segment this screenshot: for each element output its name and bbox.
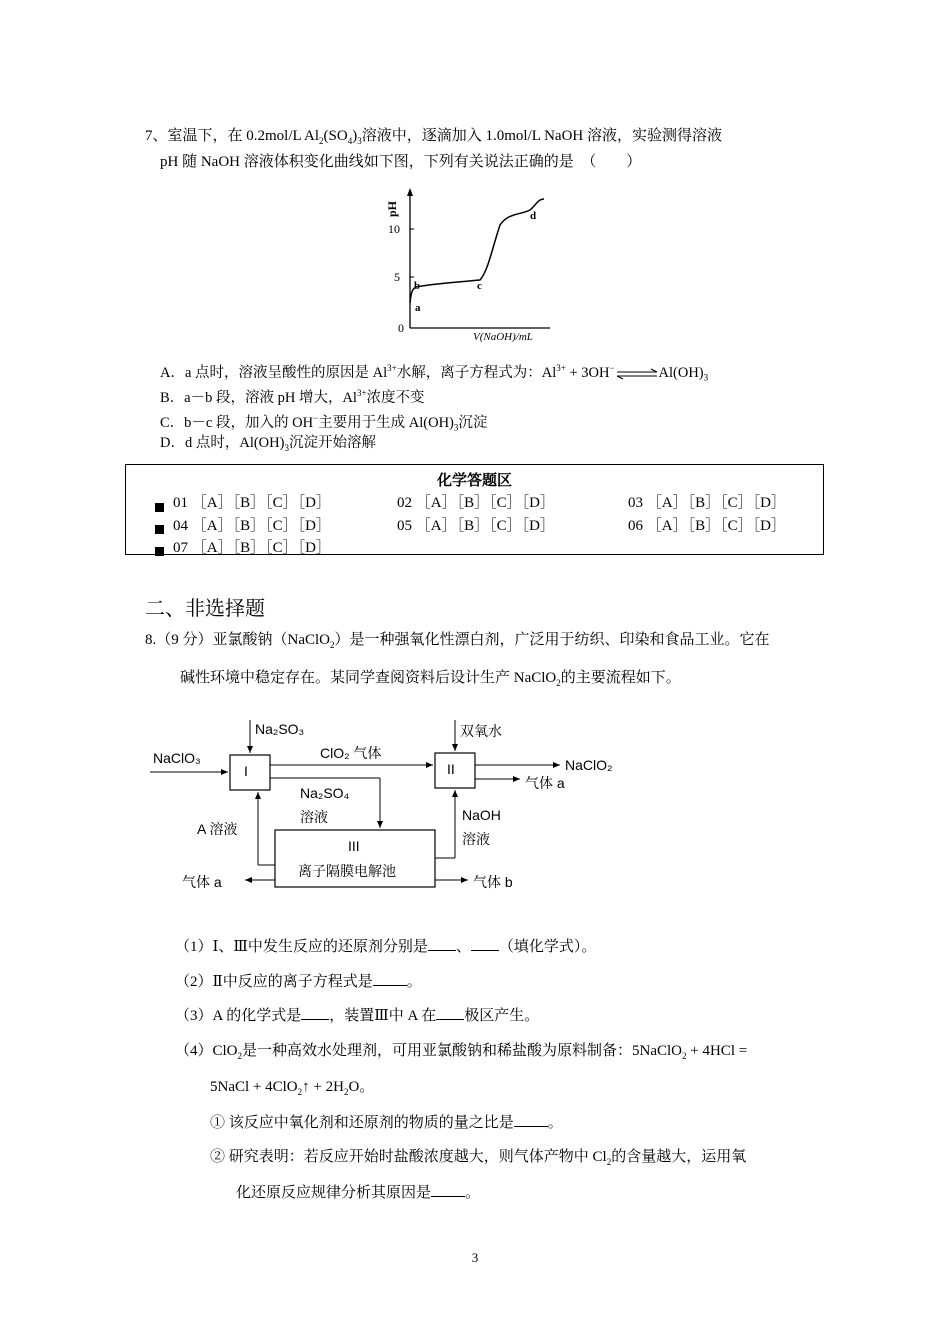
sync-mark-icon xyxy=(155,547,164,556)
xlabel: V(NaOH)/mL xyxy=(473,331,533,343)
label-gas-a-left: 气体 a xyxy=(182,874,222,890)
answer-sheet xyxy=(125,464,824,555)
sync-mark-icon xyxy=(155,525,164,534)
label-na2so3: Na₂SO₃ xyxy=(255,721,305,737)
q8-sub1: （1）Ⅰ、Ⅲ中发生反应的还原剂分别是 、 （填化学式）。 xyxy=(175,935,596,956)
q8-sub4-1: ① 该反应中氧化剂和还原剂的物质的量之比是 。 xyxy=(210,1111,563,1132)
answer-q04[interactable]: 04 ［A］［B］［C］［D］ xyxy=(173,518,331,534)
label-naclo3: NaClO₃ xyxy=(153,750,201,766)
answer-sheet-title: 化学答题区 xyxy=(436,472,512,489)
q8-line2: 碱性环境中稳定存在。某同学查阅资料后设计生产 NaClO$_2$的主要流程如下。 xyxy=(180,670,681,688)
ytick-0: 0 xyxy=(398,321,404,335)
point-d: d xyxy=(530,210,537,222)
answer-q07[interactable]: 07 ［A］［B］［C］［D］ xyxy=(173,540,331,556)
label-naoh: NaOH xyxy=(462,807,501,823)
answer-q06[interactable]: 06 ［A］［B］［C］［D］ xyxy=(628,518,786,534)
answer-blank[interactable] xyxy=(373,971,407,986)
answer-blank[interactable] xyxy=(428,936,456,951)
flowchart-lines xyxy=(150,715,670,900)
ytick-5: 5 xyxy=(394,270,400,284)
answer-q05[interactable]: 05 ［A］［B］［C］［D］ xyxy=(397,518,555,534)
answer-q01[interactable]: 01 ［A］［B］［C］［D］ xyxy=(173,495,331,511)
box-iii-name: 离子隔膜电解池 xyxy=(298,863,396,879)
point-a: a xyxy=(415,302,421,314)
q8-sub4-2-line2: 化还原反应规律分析其原因是 。 xyxy=(236,1181,480,1202)
label-na2so4: Na₂SO₄ xyxy=(300,785,350,801)
answer-blank[interactable] xyxy=(514,1112,548,1127)
answer-q02[interactable]: 02 ［A］［B］［C］［D］ xyxy=(397,495,555,511)
answer-blank[interactable] xyxy=(436,1005,464,1020)
point-c: c xyxy=(477,280,482,292)
answer-q03[interactable]: 03 ［A］［B］［C］［D］ xyxy=(628,495,786,511)
q8-sub4-equation: 5NaCl + 4ClO$_2$↑ + $2H_2O$。 xyxy=(210,1079,375,1097)
q7-line2: pH 随 NaOH 溶液体积变化曲线如下图，下列有关说法正确的是 （ ） xyxy=(160,154,642,170)
q8-sub3: （3）A 的化学式是 ，装置Ⅲ中 A 在 极区产生。 xyxy=(175,1004,539,1025)
ylabel: pH xyxy=(385,200,399,217)
label-clo2: ClO₂ 气体 xyxy=(320,745,382,761)
q8-sub4: （4）ClO$_2$是一种高效水处理剂，可用亚氯酸钠和稀盐酸为原料制备：5NaClO$_2$ + 4HCl = xyxy=(175,1043,748,1061)
box-iii-label: III xyxy=(348,838,360,854)
label-na2so4-solution: 溶液 xyxy=(300,809,328,825)
label-gas-a-right: 气体 a xyxy=(525,775,565,791)
sync-mark-icon xyxy=(155,503,164,512)
section-title: 二、非选择题 xyxy=(145,596,265,620)
answer-blank[interactable] xyxy=(301,1005,329,1020)
q7-option-a: A．a 点时，溶液呈酸性的原因是 $Al^{3+}$水解，离子方程式为：$Al^{3+} + 3OH^-$ $Al(OH)_3$ xyxy=(160,363,709,383)
q8-sub4-2: ② 研究表明：若反应开始时盐酸浓度越大，则气体产物中 $Cl_2$的含量越大，运用氧 xyxy=(210,1149,747,1167)
answer-blank[interactable] xyxy=(471,936,499,951)
ph-curve-graph xyxy=(380,185,580,345)
answer-blank[interactable] xyxy=(431,1182,465,1197)
process-flowchart xyxy=(150,715,670,900)
q7-line1: 7、室温下，在 0.2mol/L $Al_2(SO_4)_3$溶液中，逐滴加入 1.0mol/L NaOH 溶液，实验测得溶液 xyxy=(145,128,722,146)
q8-line1: 8.（9 分）亚氯酸钠（NaClO$_2$）是一种强氧化性漂白剂，广泛用于纺织、印染和食品工业。它在 xyxy=(145,632,770,650)
box-ii-label: II xyxy=(447,761,455,777)
q7-option-b: B．a－b 段，溶液 pH 增大，$Al^{3+}$浓度不变 xyxy=(160,388,425,406)
label-a-solution: A 溶液 xyxy=(197,821,238,837)
q7-option-d: D．d 点时，$Al(OH)_3$沉淀开始溶解 xyxy=(160,435,376,453)
q8-sub2: （2）Ⅱ中反应的离子方程式是 。 xyxy=(175,970,422,991)
reversible-arrow-icon xyxy=(615,368,659,380)
page-number: 3 xyxy=(471,1250,479,1265)
point-b: b xyxy=(414,280,421,292)
label-naclo2: NaClO₂ xyxy=(565,757,613,773)
ytick-10: 10 xyxy=(388,222,400,236)
label-h2o2: 双氧水 xyxy=(460,723,502,739)
label-naoh-solution: 溶液 xyxy=(462,831,490,847)
label-gas-b: 气体 b xyxy=(473,874,513,890)
q7-option-c: C．b－c 段，加入的 OH−主要用于生成 $Al(OH)_3$沉淀 xyxy=(160,413,488,433)
box-i-label: I xyxy=(244,763,248,779)
